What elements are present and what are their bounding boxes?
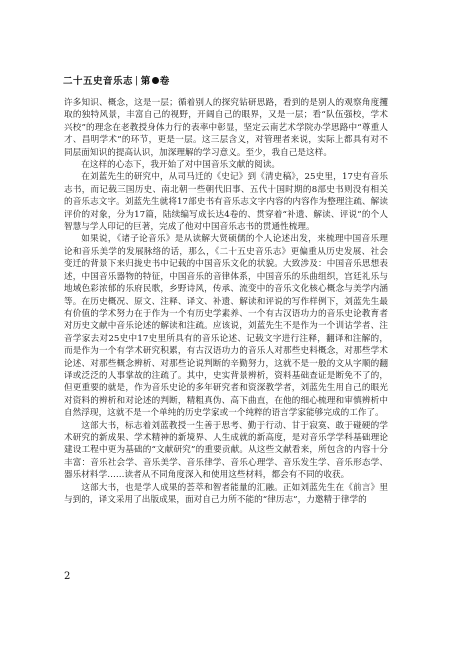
series-title: 二十五史音乐志 <box>63 76 134 87</box>
paragraph-3: 在刘蓝先生的研究中，从司马迁的《史记》到《清史稿》，25史里，17史有音乐志书，而记载三国历史、南北朝一些朝代旧事、五代十国时期的8部史书则没有相关的音乐志文字。刘蓝先生就将17部史书有音乐志文字内容的内容作为整理注疏、解读评价的对象，分为17篇，陆续编写成长达4卷的、贯穿着“补遗、解读、评说”的个人智慧与学人印记的巨著，完成了他对中国音乐志书的贯通性梳理。 <box>64 172 389 233</box>
header-separator: | <box>135 74 139 86</box>
paragraph-1: 许多知识、概念，这是一层；循着别人的探究钻研思路，看到的是别人的观察角度攫取的独特风景，丰富自己的视野，开阔自己的眼界，又是一层；看“队伍强校，学术兴校”的理念在老教授身体力行的表率中彰显，坚定云南艺术学院办学思路中“尊重人才、昌明学术”的环节，更是一层。这三层含义，对管理者来说，实际上都具有对不同层面知识的提高认识，加深理解的学习意义。至少，我自己是这样。 <box>64 98 388 158</box>
paragraph-2: 在这样的心态下，我开始了对中国音乐文献的阅读。 <box>81 160 280 171</box>
page-number: 2 <box>64 571 71 582</box>
volume-prefix: 第 <box>140 76 151 87</box>
paragraph-4: 如果说，《诸子论音乐》是从读解大贤硕儒的个人论述出发，来梳理中国音乐理论和音乐美学的发展脉络的话，那么，《二十五史音乐志》更偏重从历史发展、社会变迁的背景下来归拢史书中记载的中国音乐文化的状貌。大致涉及：中国音乐思想表述，中国音乐器物的特征，中国音乐的音律体系，中国音乐的乐曲组织，宫廷礼乐与地域色彩浓郁的乐府民歌，乡野诗风，传承、流变中的音乐文化核心概念与美学内涵等。在历史概况、原文、注释、译文、补遗、解读和评说的写作样例下，刘蓝先生最有价值的学术努力在于作为一个有历史学素养、一个有古汉语功力的音乐史论教育者对历史文献中音乐论述的解读和注疏。应该说，刘蓝先生不是作为一个训诂学者、注音学家去对25史中17史里所具有的音乐论述、记载文字进行注释，翻译和注解的，而是作为一个有学术研究积累，有古汉语功力的音乐人对那些史料概念，对那些学术论述、对那些概念辨析、对那些论说判断的辛勤努力，这就不是一般的文从字顺的翻译或泛泛的人事掌故的注疏了。其中，史实背景辨析，资料基础查证是断免不了的，但更重要的就是，作为音乐史论的多年研究者和资深教学者，刘蓝先生用自己的眼光对资料的辨析和对论述的判断，精粗真伪、高下曲直，在他的细心梳理和审慎辨析中自然浮现，这就不是一个单纯的历史学家或一个纯粹的语言学家能够完成的工作了。 <box>64 234 388 419</box>
paragraph-5: 这部大书，标志着刘蓝教授一生善于思考、勤于行动、甘于寂寞、敢于碰硬的学术研究的新成果、学术精神的新境界、人生成就的新高度，是对音乐学学科基础理论建设工程中更为基础的“文献研究”的重要贡献。从这些文献看来，所包含的内容十分丰富：音乐社会学、音乐美学、音乐律学、音乐心理学、音乐发生学、音乐形态学、器乐材料学……读者从不同角度深入和使用这些材料，都会有不同的收获。 <box>64 420 388 481</box>
running-header <box>63 73 170 87</box>
paragraph-6: 这部大书，也是学人成果的荟萃和智者能量的汇融。正如刘蓝先生在《前言》里与到的，译文采用了出版成果，面对自己力所不能的“律历志”，力邀精于律学的 <box>64 482 388 505</box>
volume-number-dot-icon <box>152 77 159 84</box>
volume-suffix: 卷 <box>159 76 170 87</box>
body-text <box>64 97 388 506</box>
